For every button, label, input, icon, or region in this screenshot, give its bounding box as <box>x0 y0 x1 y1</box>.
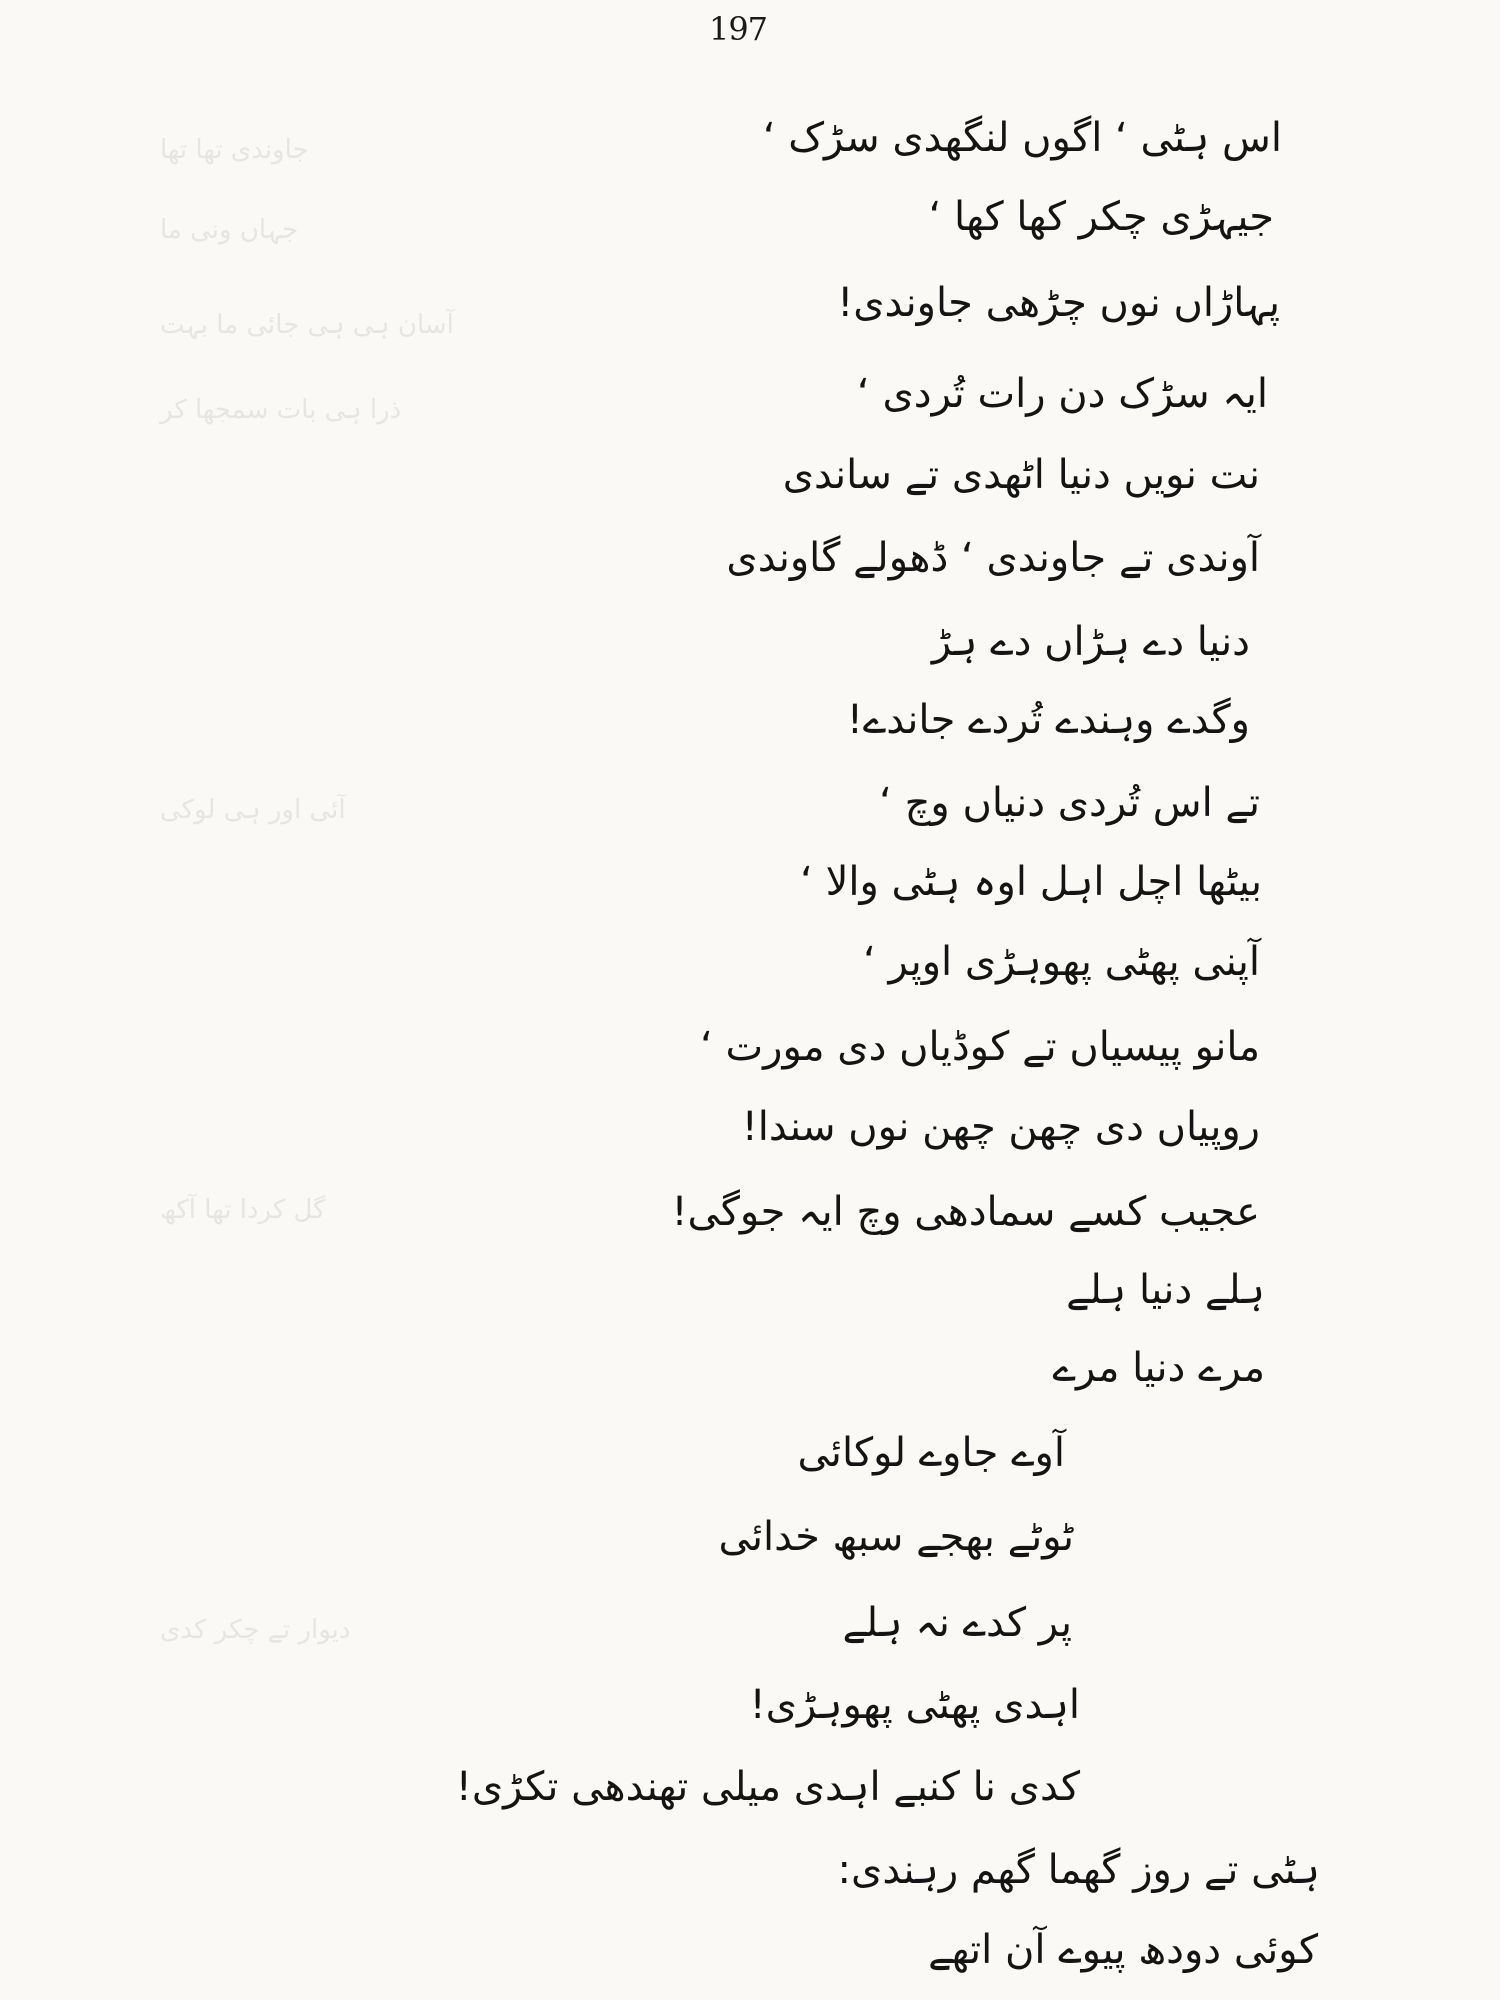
poem-line: آوندی تے جاوندی ‘ ڈھولے گاوندی <box>726 535 1260 581</box>
poem-line: کدی نا کنبے اہدی میلی تھندھی تکڑی! <box>455 1764 1080 1810</box>
poem-line: بیٹھا اچل اہل اوہ ہٹی والا ‘ <box>800 859 1262 905</box>
poem-line: مرے دنیا مرے <box>1052 1345 1265 1391</box>
poem-line: عجیب کسے سمادھی وچ ایہ جوگی! <box>671 1189 1260 1235</box>
bleed-line: آئی اور ہی لوکی <box>160 795 346 825</box>
poem-line: پہاڑاں نوں چڑھی جاوندی! <box>837 280 1280 326</box>
poem-line: اس ہٹی ‘ اگوں لنگھدی سڑک ‘ <box>762 115 1282 161</box>
bleed-line: جہاں ونی ما <box>160 215 299 245</box>
bleed-line: ذرا ہی بات سمجھا کر <box>160 395 402 425</box>
page-number: 197 <box>708 10 768 48</box>
bleed-line: گل کردا تھا آکھ <box>160 1195 326 1225</box>
bleed-line: جاوندی تھا تھا <box>160 135 309 165</box>
poem-line: پر کدے نہ ہلے <box>842 1600 1072 1646</box>
poem-line: اہدی پھٹی پھوہڑی! <box>749 1682 1080 1728</box>
poem-line: ایہ سڑک دن رات تُردی ‘ <box>857 371 1268 417</box>
poem-line: دنیا دے ہڑاں دے ہڑ <box>931 619 1250 665</box>
poem-line: ہٹی تے روز گھما گھم رہندی: <box>837 1847 1320 1893</box>
poem-line: روپیاں دی چھن چھن نوں سندا! <box>741 1104 1260 1150</box>
poem-line: آوے جاوے لوکائی <box>797 1430 1065 1476</box>
poem-line: نت نویں دنیا اٹھدی تے ساندی <box>782 452 1260 498</box>
poem-line: آپنی پھٹی پھوہڑی اوپر ‘ <box>863 939 1260 985</box>
poem-line: ہلے دنیا ہلے <box>1066 1267 1265 1313</box>
poem-line: مانو پیسیاں تے کوڈیاں دی مورت ‘ <box>700 1024 1260 1070</box>
bleed-line: آسان ہی ہی جائی ما بہت <box>160 310 454 340</box>
poem-line: جیہڑی چکر کھا کھا ‘ <box>928 194 1274 240</box>
poem-line: کوئی دودھ پیوے آن اتھے <box>928 1927 1318 1973</box>
poem-line: تے اس تُردی دنیاں وچ ‘ <box>879 780 1260 826</box>
poem-line: ٹوٹے بھجے سبھ خدائی <box>718 1514 1074 1560</box>
bleed-line: دیوار تے چکر کدی <box>160 1615 351 1645</box>
poem-line: وگدے وہندے تُردے جاندے! <box>846 697 1250 743</box>
